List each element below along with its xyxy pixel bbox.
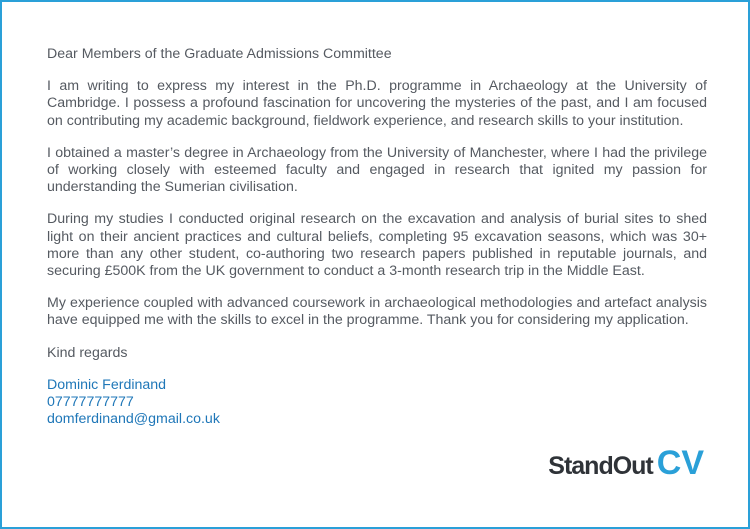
logo-standout-text: StandOut xyxy=(548,452,653,480)
paragraph-research: During my studies I conducted original research on the excavation and analysis of burial sites to shed light on their ancient practices and cultural beliefs, completing 95 excavation seasons, which was 30+ more than any other student, co-authoring two research papers published in reputable journals, and securing £500K from the UK government to conduct a 3-month research trip in the Middle East. xyxy=(47,211,707,280)
closing: Kind regards xyxy=(47,344,128,361)
paragraph-education: I obtained a master’s degree in Archaeology from the University of Manchester, where I had the privilege of working closely with esteemed faculty and engaged in research that ignited my passion for understanding the Sumerian civilisation. xyxy=(47,144,707,196)
paragraph-intro: I am writing to express my interest in the Ph.D. programme in Archaeology at the University of Cambridge. I possess a profound fascination for uncovering the mysteries of the past, and I am focused on contributing my academic background, fieldwork experience, and research skills to your institution. xyxy=(47,78,707,129)
signature-phone: 07777777777 xyxy=(47,394,134,411)
cover-letter xyxy=(47,46,707,428)
standout-cv-logo xyxy=(548,444,704,483)
logo-cv-text: CV xyxy=(656,444,704,482)
signature-block xyxy=(47,377,707,429)
salutation: Dear Members of the Graduate Admissions Committee xyxy=(47,46,392,62)
signature-name: Dominic Ferdinand xyxy=(47,376,167,393)
signature-email: domferdinand@gmail.co.uk xyxy=(47,411,220,428)
paragraph-conclusion: My experience coupled with advanced coursework in archaeological methodologies and artefact analysis have equipped me with the skills to excel in the programme. Thank you for considering my application. xyxy=(47,295,707,329)
